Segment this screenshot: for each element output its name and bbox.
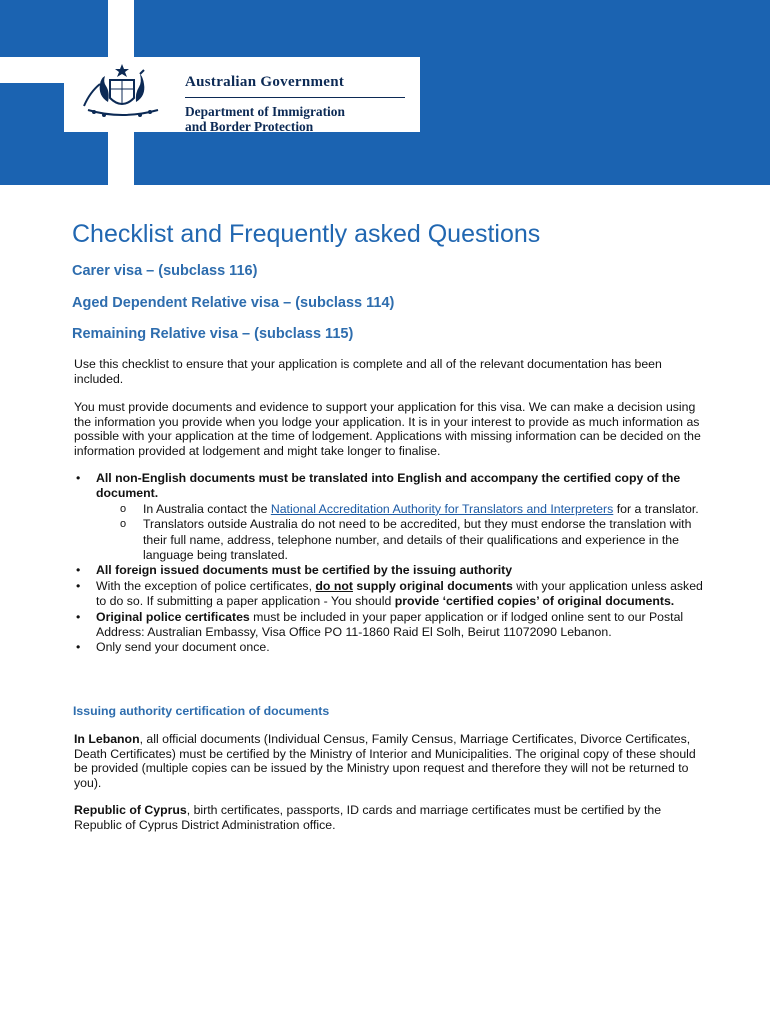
lebanon-paragraph [74, 732, 704, 790]
department-name-line2: and Border Protection [185, 119, 314, 134]
item-bold-text: Original police certificates [96, 609, 250, 624]
list-item [74, 610, 704, 641]
intro-paragraph-checklist: Use this checklist to ensure that your application is complete and all of the relevant documentation has been included. [74, 357, 662, 386]
list-item [96, 517, 704, 563]
sub-item-text: for a translator. [613, 501, 699, 516]
lebanon-label: In Lebanon [74, 732, 140, 746]
document-title: Checklist and Frequently asked Questions [72, 220, 541, 248]
intro-paragraph-evidence: You must provide documents and evidence to support your application for this visa. We can make a decision using the information you provide when you lodge your application. It is in your interest to provide as much information as possible with your application at the time of lodgement. Applications with missing information can be decided on the information provided at lodgement and might take longer to finalise. [74, 400, 701, 458]
subtitle-carer-visa: Carer visa – (subclass 116) [72, 263, 258, 279]
item-text: With the exception of police certificates, [96, 578, 316, 593]
item-bold-text: provide ‘certified copies’ of original documents. [394, 594, 675, 609]
do-not-emphasis: do not [315, 578, 353, 593]
requirements-list [74, 471, 704, 656]
section-heading: Issuing authority certification of documents [73, 704, 330, 718]
sub-item-text: In Australia contact the [143, 501, 271, 516]
list-item [96, 502, 704, 517]
department-name-line1: Department of Immigration [185, 104, 345, 119]
government-wordmark [185, 74, 415, 134]
translation-sub-list [96, 502, 704, 564]
item-text: Only send your document once. [96, 640, 270, 655]
subtitle-aged-dependent-visa: Aged Dependent Relative visa – (subclass 114) [72, 295, 395, 311]
list-item [74, 579, 704, 610]
list-item [74, 563, 704, 578]
coat-of-arms-icon [70, 62, 175, 122]
page-header [0, 0, 770, 185]
item-text: with your application unless asked to do so. If submitting a paper application - You should [96, 578, 703, 609]
sub-item-text: Translators outside Australia do not need to be accredited, but they must endorse the translation with their full name, address, telephone number, and details of their qualifications and experience in the language being translated. [143, 517, 692, 563]
item-text: must be included in your paper application or if lodged online sent to our Postal Address: Australian Embassy, Visa Office PO 11-1860 Raid El Solh, Beirut 11072090 Lebanon. [96, 609, 684, 640]
certification-requirement: All foreign issued documents must be certified by the issuing authority [96, 563, 513, 578]
subtitle-remaining-relative-visa: Remaining Relative visa – (subclass 115) [72, 326, 354, 342]
list-item [74, 640, 704, 655]
org-name: Australian Government [185, 74, 345, 90]
cyprus-text: , birth certificates, passports, ID cards and marriage certificates must be certified by the Republic of Cyprus District Administration office. [74, 803, 662, 832]
naati-link[interactable]: National Accreditation Authority for Translators and Interpreters [270, 501, 614, 516]
wordmark-divider [185, 97, 405, 98]
lebanon-text: , all official documents (Individual Census, Family Census, Marriage Certificates, Divorce Certificates, Death Certificates) must be certified by the Ministry of Interior and Municipalities. The original copy of these should be provided (multiple copies can be issued by the Ministry upon request and therefore they will not be returned to you). [74, 732, 696, 790]
item-bold-text: supply original documents [352, 578, 513, 593]
list-item [74, 471, 704, 563]
cyprus-label: Republic of Cyprus [74, 803, 187, 817]
cyprus-paragraph [74, 803, 704, 832]
translation-requirement: All non-English documents must be translated into English and accompany the certified copy of the document. [96, 471, 681, 501]
